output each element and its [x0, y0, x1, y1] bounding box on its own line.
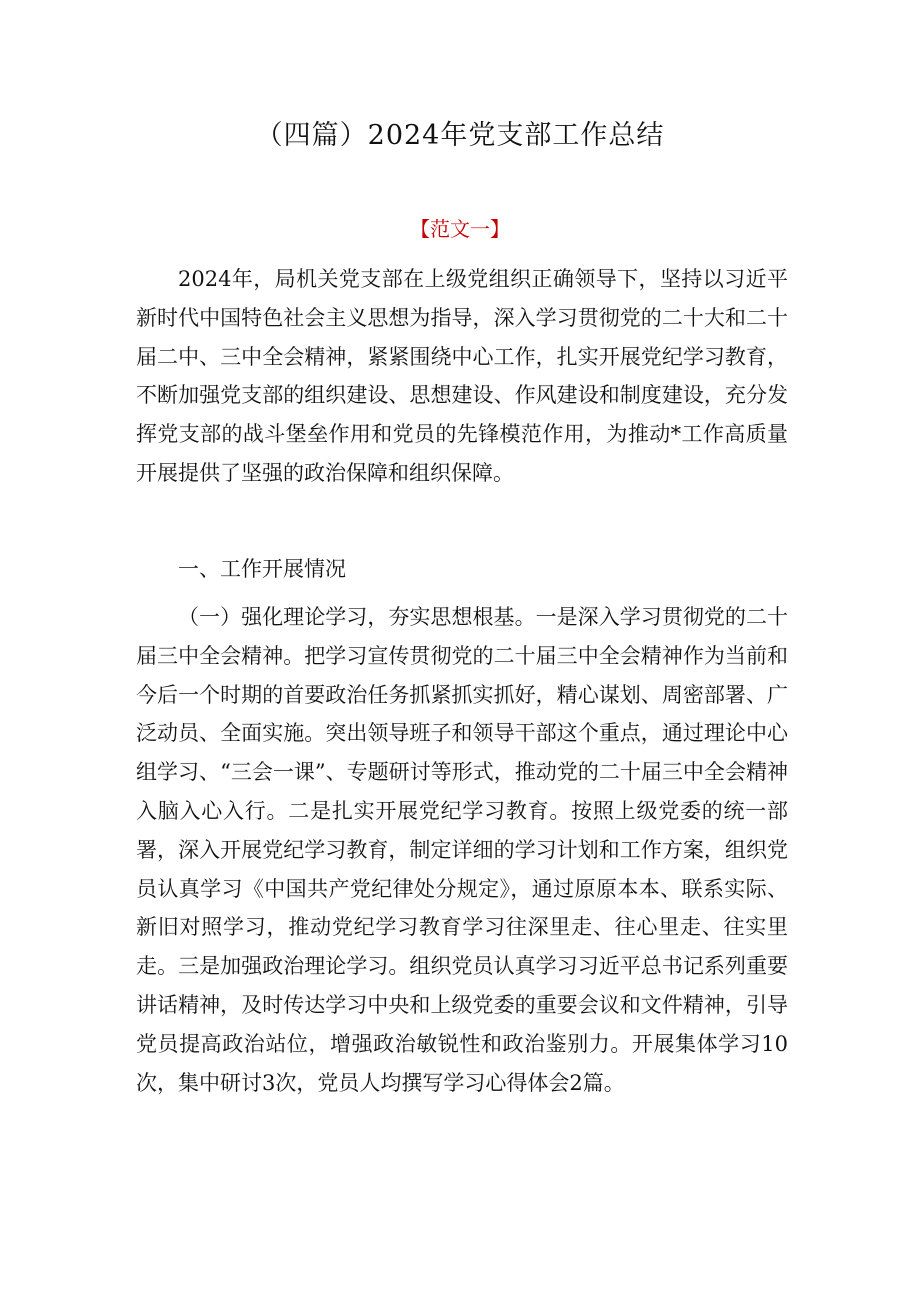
section-label: 【范文一】	[410, 217, 510, 241]
document-title: （四篇）2024年党支部工作总结	[255, 120, 665, 151]
paragraph-theory-study: （一）强化理论学习，夯实思想根基。一是深入学习贯彻党的二十届三中全会精神。把学习宣传贯彻党的二十届三中全会精神作为当前和今后一个时期的首要政治任务抓紧抓实抓好，精心谋划、周密部署、广泛动员、全面实施。突出领导班子和领导干部这个重点，通过理论中心组学习、“三会一课”、专题研讨等形式，推动党的二十届三中全会精神入脑入心入行。二是扎实开展党纪学习教育。按照上级党委的统一部署，深入开展党纪学习教育，制定详细的学习计划和工作方案，组织党员认真学习《中国共产党纪律处分规定》，通过原原本本、联系实际、新旧对照学习，推动党纪学习教育学习往深里走、往心里走、往实里走。三是加强政治理论学习。组织党员认真学习习近平总书记系列重要讲话精神，及时传达学习中央和上级党委的重要会议和文件精神，引导党员提高政治站位，增强政治敏锐性和政治鉴别力。开展集体学习10次，集中研讨3次，党员人均撰写学习心得体会2篇。	[136, 605, 788, 1095]
heading-work-status: 一、工作开展情况	[178, 557, 346, 581]
paragraph-intro: 2024年，局机关党支部在上级党组织正确领导下，坚持以习近平新时代中国特色社会主义思想为指导，深入学习贯彻党的二十大和二十届二中、三中全会精神，紧紧围绕中心工作，扎实开展党纪学习教育，不断加强党支部的组织建设、思想建设、作风建设和制度建设，充分发挥党支部的战斗堡垒作用和党员的先锋模范作用，为推动*工作高质量开展提供了坚强的政治保障和组织保障。	[136, 267, 788, 485]
